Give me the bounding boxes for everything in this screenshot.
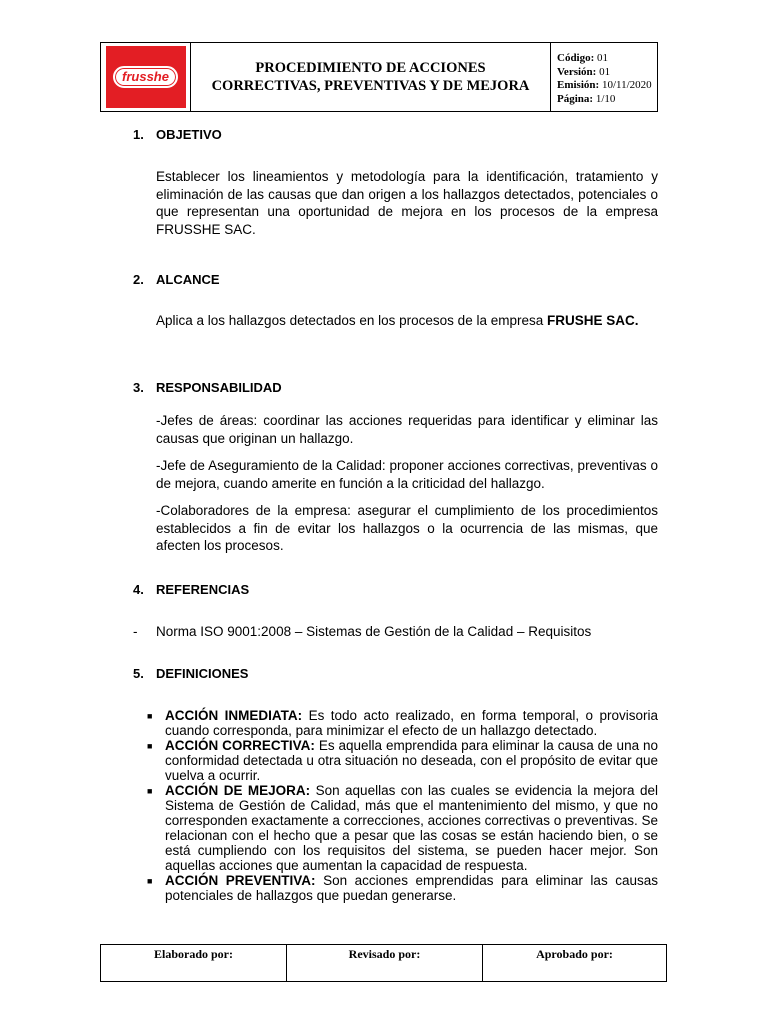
elaborado-por: Elaborado por:: [101, 945, 287, 981]
definicion-item: ■ ACCIÓN DE MEJORA: Son aquellas con las cuales se evidencia la mejora del Sistema de Gestión de Calidad, más que el mantenimiento del mismo, y que no corresponden exactamente a correcciones, acciones correctivas o preventivas. Se relacionan con el hecho que a pesar que las cosas se están haciendo bien, o se está cumpliendo con los requisitos del sistema, se pueden hacer mejor. Son aquellas acciones que aumentan la capacidad de respuesta.: [147, 783, 659, 873]
bullet-icon: ■: [147, 786, 153, 796]
document-meta: [551, 43, 657, 111]
responsabilidad-item-2: -Jefe de Aseguramiento de la Calidad: proponer acciones correctivas, preventivas o de mejora, cuando amerite en función a la criticidad del hallazgo.: [156, 458, 658, 491]
heading-alcance: 2. ALCANCE: [133, 272, 220, 287]
company-logo: [106, 46, 186, 108]
document-header: [100, 42, 658, 112]
meta-codigo: Código: 01: [557, 52, 609, 64]
responsabilidad-item-1: -Jefes de áreas: coordinar las acciones requeridas para identificar y eliminar las causas que originan un hallazgo.: [156, 413, 658, 446]
meta-emision: Emisión: 10/11/2020: [557, 79, 652, 91]
logo-cell: [101, 43, 191, 111]
aprobado-por: Aprobado por:: [536, 947, 613, 961]
heading-referencias: 4. REFERENCIAS: [133, 582, 250, 597]
meta-pagina: Página: 1/10: [557, 92, 616, 105]
alcance-text: Aplica a los hallazgos detectados en los procesos de la empresa FRUSHE SAC.: [156, 313, 639, 328]
meta-version: Versión: 01: [557, 65, 611, 78]
objetivo-text: Establecer los lineamientos y metodología para la identificación, tratamiento y eliminación de las causas que dan origen a los hallazgos detectados, potenciales o que representan una oportunidad de mejora en los procesos de la empresa FRUSSHE SAC.: [156, 169, 658, 237]
bullet-icon: ■: [147, 711, 153, 721]
revisado-por: Revisado por:: [287, 945, 483, 981]
referencia-item: - Norma ISO 9001:2008 – Sistemas de Gestión de la Calidad – Requisitos: [133, 624, 592, 639]
definicion-item: ■ ACCIÓN PREVENTIVA: Son acciones emprendidas para eliminar las causas potenciales de hallazgos que puedan generarse.: [147, 873, 659, 903]
definicion-item: ■ ACCIÓN CORRECTIVA: Es aquella emprendida para eliminar la causa de una no conformidad detectada u otra situación no deseada, con el propósito de evitar que vuelva a ocurrir.: [147, 738, 659, 783]
heading-objetivo: 1. OBJETIVO: [133, 127, 222, 142]
title-line-1: PROCEDIMIENTO DE ACCIONES: [255, 60, 486, 76]
signature-table: [100, 944, 667, 982]
bullet-icon: ■: [147, 741, 153, 751]
definicion-item: ■ ACCIÓN INMEDIATA: Es todo acto realizado, en forma temporal, o provisoria cuando corresponda, para minimizar el efecto de un hallazgo detectado.: [147, 708, 658, 738]
bullet-icon: ■: [147, 876, 153, 886]
title-line-2: CORRECTIVAS, PREVENTIVAS Y DE MEJORA: [211, 78, 530, 94]
document-title: [191, 43, 551, 111]
logo-text: frusshe: [113, 66, 178, 88]
definiciones-list: [147, 708, 658, 903]
heading-responsabilidad: 3. RESPONSABILIDAD: [133, 380, 282, 395]
heading-definiciones: 5. DEFINICIONES: [133, 666, 249, 681]
responsabilidad-item-3: -Colaboradores de la empresa: asegurar el cumplimiento de los procedimientos establecidos a fin de evitar los hallazgos o la ocurrencia de las mismas, que afecten los procesos.: [156, 503, 658, 553]
